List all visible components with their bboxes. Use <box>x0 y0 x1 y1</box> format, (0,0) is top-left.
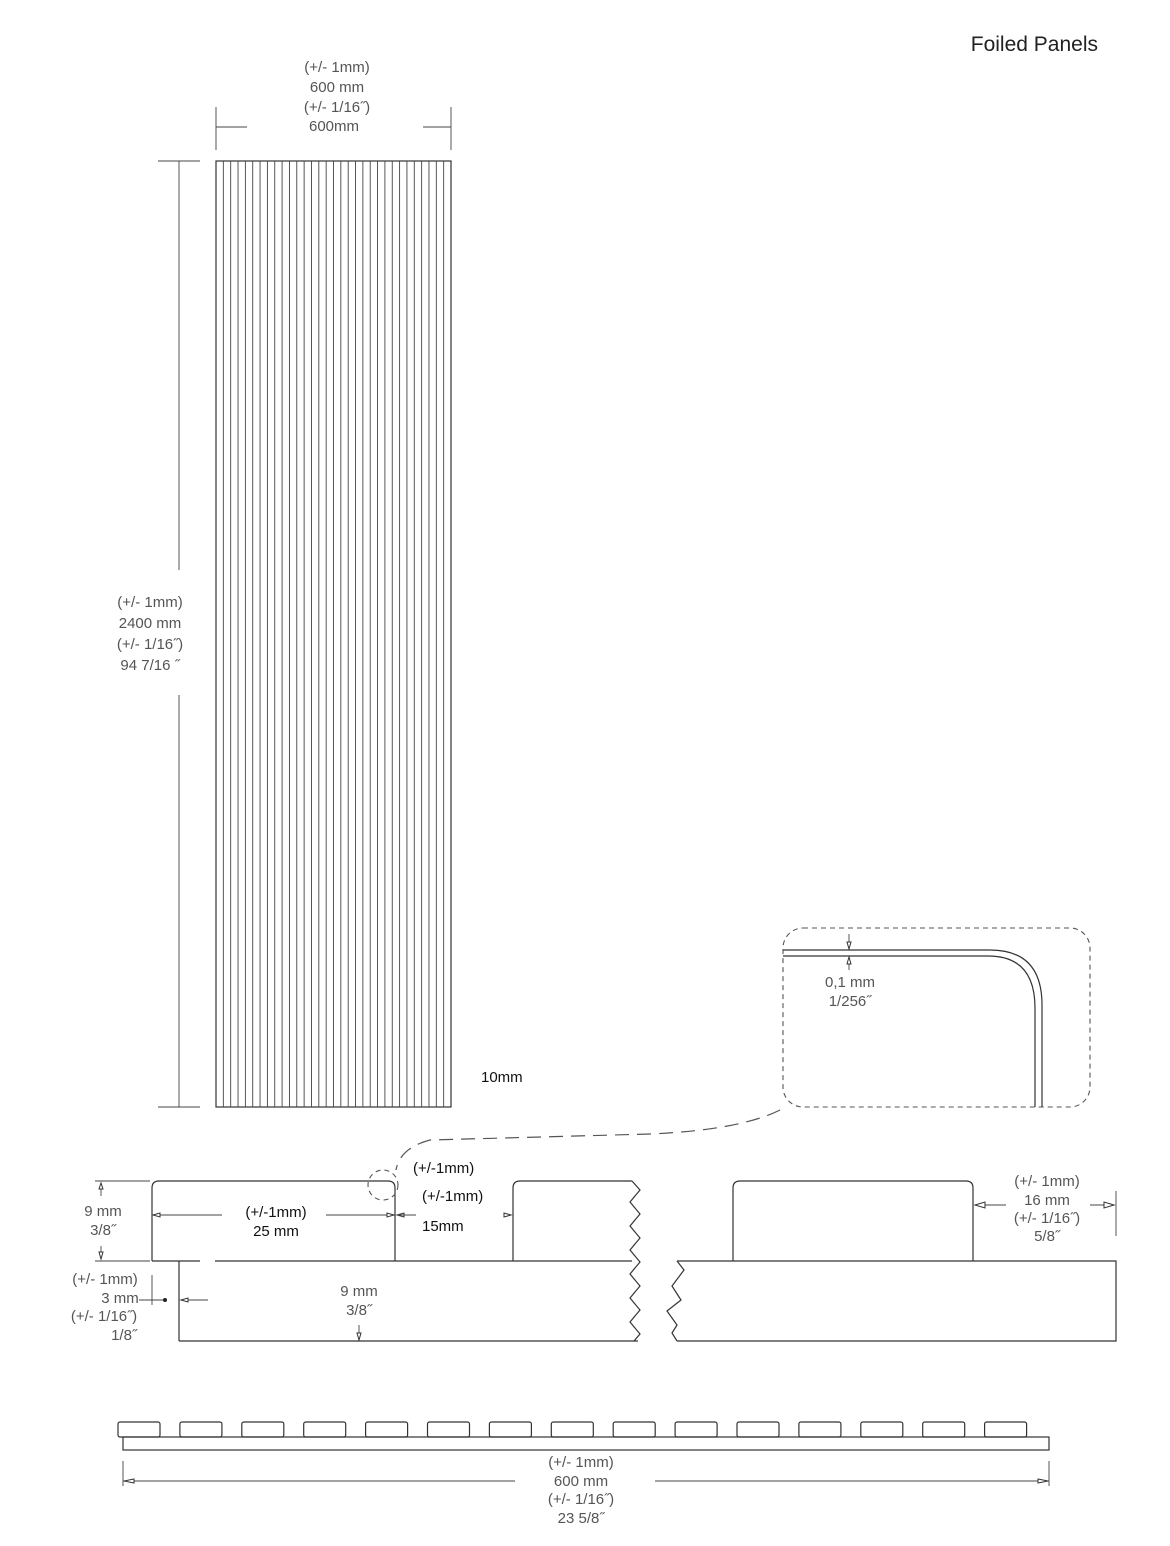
depth-tolerance-in: (+/- 1/16˝) <box>1013 1210 1081 1227</box>
bottom-width-mm: 600 mm <box>553 1473 609 1490</box>
height-tolerance-mm: (+/- 1mm) <box>117 594 183 611</box>
gap-value: 15mm <box>422 1218 464 1235</box>
slat-height-mm: 9 mm <box>84 1203 122 1220</box>
foil-outer-edge <box>783 950 1042 1107</box>
height-in: 94 7/16 ˝ <box>120 657 180 674</box>
bottom-slats <box>118 1422 1027 1437</box>
break-line <box>667 1261 684 1341</box>
groove-tolerance-in: (+/- 1/16˝) <box>70 1308 138 1325</box>
depth-mm: 16 mm <box>1024 1192 1070 1209</box>
bottom-slat <box>242 1422 284 1437</box>
bottom-width-in: 23 5/8˝ <box>557 1510 605 1527</box>
section-detail <box>71 1160 640 1344</box>
bottom-base <box>123 1437 1049 1450</box>
width-dimension <box>216 59 451 150</box>
bottom-width-tolerance-in: (+/- 1/16˝) <box>547 1491 615 1508</box>
width-alt: 600mm <box>308 118 360 135</box>
bottom-slat <box>985 1422 1027 1437</box>
groove-tolerance-mm: (+/- 1mm) <box>72 1271 138 1288</box>
slat-profile-1 <box>152 1181 395 1261</box>
bottom-slat <box>861 1422 903 1437</box>
bottom-slat <box>799 1422 841 1437</box>
front-view <box>117 59 523 1107</box>
detail-callout-frame <box>783 928 1090 1107</box>
width-tolerance-mm: (+/- 1mm) <box>304 59 370 76</box>
bottom-slat <box>366 1422 408 1437</box>
bottom-width-tolerance-mm: (+/- 1mm) <box>548 1454 614 1471</box>
height-mm: 2400 mm <box>118 615 182 632</box>
bottom-slat <box>304 1422 346 1437</box>
bottom-slat <box>923 1422 965 1437</box>
height-tolerance-in: (+/- 1/16˝) <box>116 636 184 653</box>
gap-tolerance: (+/-1mm) <box>422 1188 484 1205</box>
width-mm: 600 mm <box>309 79 365 96</box>
page-title: Foiled Panels <box>970 33 1098 56</box>
groove-depth-mm: 3 mm <box>101 1290 139 1307</box>
width-tolerance-in: (+/- 1/16˝) <box>303 99 371 116</box>
bottom-slat <box>675 1422 717 1437</box>
corner-tolerance: (+/-1mm) <box>413 1160 475 1177</box>
bottom-slat <box>118 1422 160 1437</box>
groove-depth-in: 1/8˝ <box>111 1327 137 1344</box>
slat-width-tolerance: (+/-1mm) <box>245 1204 307 1221</box>
slat-lines <box>223 161 443 1107</box>
base-thickness-in: 3/8˝ <box>346 1302 372 1319</box>
slat-profile-2 <box>513 1181 632 1261</box>
base-profile <box>677 1261 1116 1341</box>
base-thickness-mm: 9 mm <box>340 1283 378 1300</box>
foil-thickness-mm: 0,1 mm <box>824 974 876 991</box>
slat-width-value: 25 mm <box>253 1223 299 1240</box>
height-dimension <box>117 161 200 1107</box>
bottom-slat <box>489 1422 531 1437</box>
bottom-view <box>118 1422 1049 1527</box>
foil-detail <box>396 928 1090 1170</box>
corner-callout <box>368 1170 398 1200</box>
side-detail <box>667 1173 1116 1341</box>
bottom-slat <box>613 1422 655 1437</box>
slat-height-in: 3/8˝ <box>90 1222 116 1239</box>
slat-width-label: 10mm <box>481 1069 523 1086</box>
foil-inner-edge <box>783 956 1035 1107</box>
bottom-slat <box>428 1422 470 1437</box>
depth-in: 5/8˝ <box>1034 1228 1060 1245</box>
depth-tolerance-mm: (+/- 1mm) <box>1014 1173 1080 1190</box>
bottom-slat <box>551 1422 593 1437</box>
bottom-slat <box>180 1422 222 1437</box>
bottom-slat <box>737 1422 779 1437</box>
foil-thickness-in: 1/256˝ <box>828 993 872 1010</box>
slat-profile <box>733 1181 973 1261</box>
